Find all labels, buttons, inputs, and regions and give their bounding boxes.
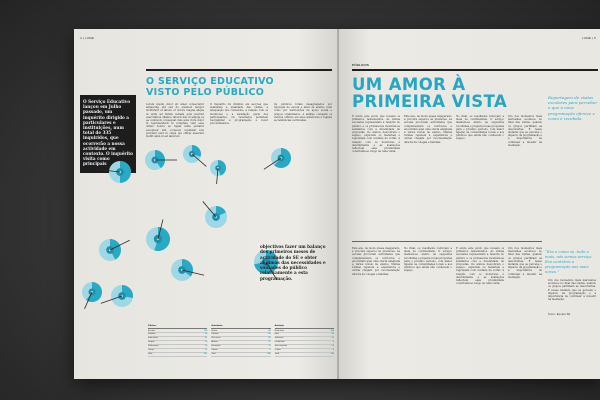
headline-line-1: UM AMOR À — [352, 75, 466, 94]
headline-line-1: O SERVIÇO EDUCATIVO — [146, 76, 274, 87]
body-column-3: No final, os resultados reforçam a ideia de continuidade. O serviço mantém-se atento às sugestões recolhidas e prepara novas propostas para o próximo período, com maior ligação às comunidades locais e aos públicos que ainda não conhecem o espaço. — [456, 115, 504, 141]
body-column-2: O inquérito foi dividido em secções que avaliaram a qualidade das visitas, a adequação dos conteúdos, a relação com os monitores e a satisfação geral dos participantes. Os resultados permitem reorganizar a programação e rever procedimentos. — [210, 103, 268, 126]
table-row — [148, 353, 207, 357]
pie-chart — [145, 150, 177, 170]
table-cell-value: 12 — [205, 349, 208, 352]
table-heading: Públicos — [148, 325, 207, 329]
table-cell-label: Outros — [211, 349, 218, 352]
table-cell-label: Total — [148, 352, 153, 355]
pie-chart — [171, 259, 204, 281]
body-column-5: Este ano, de modo quase inesperado, a procura superou as previsões. As escolas procuram actividades que complementem os currículos e encontram aqui uma oferta adaptada a vários níveis de ensino. Muitas turmas repetem a experiência e outras chegam por recomendação directa de colegas e famílias. — [352, 247, 400, 276]
table-cell-label: Bom — [274, 333, 279, 336]
table-row — [211, 353, 270, 357]
headline-line-2: PRIMEIRA VISTA — [352, 92, 508, 111]
table-cell-label: Outros — [148, 349, 155, 352]
body-column-1: É sobre este ponto que recaem os primeiros testemunhos. As visitas escolares representam a maioria do público e os professores mostram-se satisfeitos com a diversidade de propostas. Os alunos descobrem o espaço, exploram os materiais e regressam com vontade de voltar. A relação com os monitores é determinante e as avaliações reflectem essa proximidade construída ao longo de cada visita. — [352, 115, 400, 154]
table-cell-label: Muito bom — [274, 329, 284, 332]
table-cell-value: 289 — [330, 352, 334, 355]
body-column-3: Os públicos foram desagregados por tipologia de escola e nível de ensino, bem como por instituições de apoio social e grupos organizados. A análise compara os valores obtidos em anos anteriores e regista as tendências verificadas. — [274, 103, 332, 123]
table-cell-label: Formação — [211, 345, 221, 348]
pie-chart — [97, 161, 131, 183]
body-column-1: Lorem ipsum dolor sit amet consectetur adipiscing elit sed do eiusmod tempor incididunt ut labore et dolore magna aliqua ut enim ad minim veniam quis nostrud exercitation ullamco laboris nisi ut aliquip ex ea commodo consequat duis aute irure dolor in reprehenderit in voluptate velit esse cillum dolore eu fugiat nulla pariatur excepteur sint occaecat cupidatat non proident sunt in culpa qui officia deserunt mollit anim id est laborum — [146, 103, 204, 139]
left-page — [74, 29, 338, 379]
table-cell-value: 86 — [268, 329, 271, 332]
results-table — [148, 325, 334, 375]
pie-chart — [183, 145, 206, 166]
table-cell-label: Total — [211, 352, 216, 355]
table-cell-value: 64 — [268, 333, 271, 336]
table-cell-value: 96 — [331, 333, 334, 336]
table-cell-value: 41 — [205, 337, 208, 340]
table-cell-value: 10 — [331, 345, 334, 348]
table-cell-label: Oficinas — [211, 333, 219, 336]
newspaper-spread — [74, 29, 600, 379]
table-row — [275, 353, 334, 357]
pie-chart — [146, 219, 170, 251]
table-heading: Avaliação — [275, 325, 334, 329]
table-cell-value: 142 — [330, 329, 334, 332]
pie-chart — [101, 285, 133, 307]
pie-chart — [82, 282, 102, 309]
headline — [352, 76, 542, 110]
table-cell-label: Insuficiente — [274, 341, 285, 344]
headline-line-2: VISTO PELO PÚBLICO — [146, 86, 265, 98]
right-page — [338, 29, 600, 379]
table-cell-value: 124 — [203, 329, 208, 332]
body-column-2: Este ano, de modo quase inesperado, a procura superou as previsões. As escolas procuram actividades que complementem os currículos e encontram aqui uma oferta adaptada a vários níveis de ensino. Muitas turmas repetem a experiência e outras chegam por recomendação directa de colegas e famílias. — [404, 115, 452, 144]
section-rule — [352, 69, 598, 71]
credit: Texto: Equipa SE — [548, 313, 571, 316]
body-column-6: No final, os resultados reforçam a ideia de continuidade. O serviço mantém-se atento às sugestões recolhidas e prepara novas propostas para o próximo período, com maior ligação às comunidades locais e aos públicos que ainda não conhecem o espaço. — [404, 247, 452, 273]
table-cell-value: 29 — [205, 345, 208, 348]
table-cell-label: Outros — [274, 349, 281, 352]
center-fold — [337, 29, 339, 379]
table-cell-label: Professores — [148, 345, 159, 348]
table-cell-label: Escolas — [148, 329, 156, 332]
pie-chart — [99, 239, 130, 261]
lead-box: O Serviço Educativo lançou em Julho passado, um inquérito dirigido a particulares e instituições, num total de 335 inquiridos, que ocorrerão a nossa actividade em contexto. O inquérito visita como principais — [80, 95, 136, 173]
standfirst: Reportagem de visitas escolares para perceber o que a nova programação oferece e como é recebida. — [548, 95, 598, 121]
chart-caption: objectivos fazer um balanço dos primeiros meses de actividade do SE e obter algumas das necessidades e vontades do público relativamente a esta programação. — [260, 244, 326, 281]
page-folio: 4 | LUME — [80, 36, 95, 40]
table-cell-value: 4 — [332, 349, 334, 352]
table-cell-value: 9 — [269, 349, 271, 352]
table-cell-value: 31 — [331, 337, 334, 340]
table-cell-label: Suficiente — [274, 337, 284, 340]
table-cell-value: 243 — [267, 352, 271, 355]
body-column-7: É sobre este ponto que recaem os primeiros testemunhos. As visitas escolares representam a maioria do público e os professores mostram-se satisfeitos com a diversidade de propostas. Os alunos descobrem o espaço, exploram os materiais e regressam com vontade de voltar. A relação com os monitores é determinante e as avaliações reflectem essa proximidade construída ao longo de cada visita. — [456, 247, 504, 286]
table-cell-label: Famílias — [148, 333, 156, 336]
table-column — [211, 325, 270, 375]
table-cell-label: Visitas — [211, 329, 218, 332]
table-heading: Actividades — [211, 325, 270, 329]
body-column-8: Um dos momentos mais marcantes acontece no final das visitas, quando os grupos partilham as descobertas. É nesse instante que se percebe o impacto da programação e a importância de continuar a investir na mediação. — [508, 247, 542, 279]
table-cell-value: 6 — [332, 341, 334, 344]
table-cell-label: Grupos — [148, 341, 155, 344]
page-folio: LUME | 5 — [581, 36, 596, 40]
section-label: PÚBLICOS — [352, 63, 370, 67]
body-column-4: Um dos momentos mais marcantes acontece no final das visitas, quando os grupos partilham as descobertas. É nesse instante que se percebe o impacto da programação e a importância de continuar a investir na mediação. — [508, 115, 542, 147]
table-cell-value: 19 — [268, 345, 271, 348]
pie-chart — [210, 160, 226, 184]
table-cell-label: Sem resposta — [274, 345, 287, 348]
table-cell-value: 297 — [203, 352, 208, 355]
table-cell-value: 33 — [205, 341, 208, 344]
table-cell-label: Ateliers — [211, 341, 218, 344]
pie-chart — [264, 148, 291, 169]
table-cell-value: 38 — [268, 337, 271, 340]
table-cell-label: Instituições — [148, 337, 159, 340]
table-cell-label: Total — [274, 352, 279, 355]
table-column — [275, 325, 334, 375]
table-cell-value: 58 — [205, 333, 208, 336]
sidebar-text: Um dos momentos mais marcantes acontece no final das visitas, quando os grupos partilham as descobertas. É nesse instante que se percebe o impacto da programação e a importância de continuar a investir na mediação. — [548, 279, 596, 302]
table-cell-label: Percursos — [211, 337, 221, 340]
table-column — [148, 325, 207, 375]
table-cell-value: 27 — [268, 341, 271, 344]
pie-chart — [203, 201, 227, 228]
divider — [352, 241, 542, 242]
pull-quote: “Era o como se, tudo o mais, nós somos serviço. Era contrário a programação aos mais novos.” — [545, 249, 593, 274]
